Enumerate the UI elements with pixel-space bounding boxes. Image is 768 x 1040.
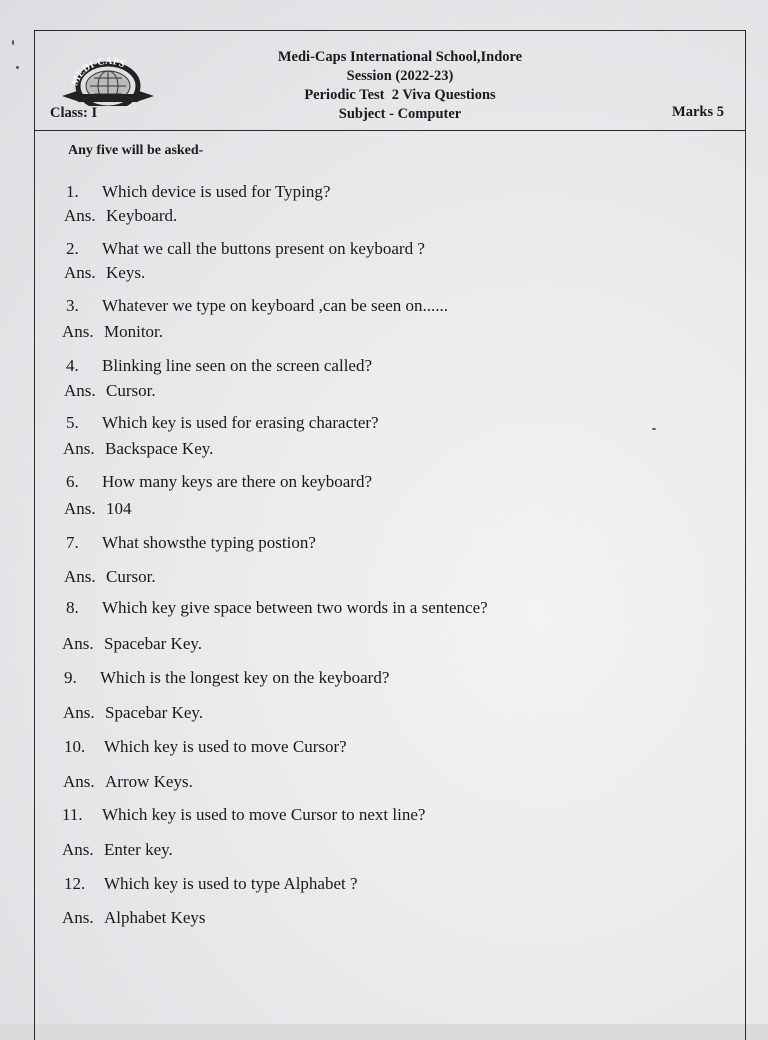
question-item bbox=[66, 296, 448, 316]
answer-label: Ans. bbox=[63, 439, 95, 458]
answer-item bbox=[63, 439, 213, 459]
question-text: Which key give space between two words in a sentence? bbox=[102, 598, 488, 617]
question-item bbox=[66, 182, 330, 202]
scan-speck bbox=[12, 40, 14, 45]
question-number: 7. bbox=[66, 533, 79, 552]
answer-text: Keyboard. bbox=[106, 206, 178, 225]
question-text: Which key is used to move Cursor? bbox=[104, 737, 347, 756]
school-logo-icon bbox=[58, 50, 158, 106]
answer-label: Ans. bbox=[64, 263, 96, 282]
answer-label: Ans. bbox=[64, 567, 96, 586]
question-number: 4. bbox=[66, 356, 79, 375]
answer-item bbox=[64, 263, 145, 283]
class-label: Class: I bbox=[50, 105, 98, 121]
answer-text: Cursor. bbox=[106, 567, 156, 586]
answer-item bbox=[62, 908, 206, 928]
question-number: 9. bbox=[64, 668, 77, 687]
question-text: What we call the buttons present on keyboard ? bbox=[102, 239, 425, 258]
answer-item bbox=[62, 322, 163, 342]
question-text: Which key is used to type Alphabet ? bbox=[104, 874, 358, 893]
question-item bbox=[62, 805, 425, 825]
answer-text: Cursor. bbox=[106, 381, 156, 400]
question-item bbox=[64, 874, 358, 894]
answer-item bbox=[64, 381, 156, 401]
answer-item bbox=[63, 703, 203, 723]
answer-text: 104 bbox=[106, 499, 132, 518]
question-number: 11. bbox=[62, 805, 83, 824]
test-title: Periodic Test 2 Viva Questions bbox=[304, 87, 496, 103]
question-number: 8. bbox=[66, 598, 79, 617]
subject: Subject - Computer bbox=[338, 106, 462, 122]
question-text: What showsthe typing postion? bbox=[102, 533, 316, 552]
question-number: 10. bbox=[64, 737, 86, 756]
question-number: 5. bbox=[66, 413, 79, 432]
question-text: Whatever we type on keyboard ,can be seen on...... bbox=[102, 296, 449, 315]
answer-text: Alphabet Keys bbox=[104, 908, 206, 927]
header-block bbox=[230, 48, 570, 124]
scan-speck bbox=[16, 66, 19, 69]
answer-label: Ans. bbox=[62, 634, 94, 653]
question-item bbox=[66, 356, 372, 376]
question-text: How many keys are there on keyboard? bbox=[102, 472, 373, 491]
question-number: 1. bbox=[66, 182, 79, 201]
header-divider bbox=[34, 130, 746, 131]
answer-text: Spacebar Key. bbox=[105, 703, 204, 722]
answer-label: Ans. bbox=[64, 206, 96, 225]
answer-item bbox=[64, 499, 132, 519]
answer-item bbox=[63, 772, 193, 792]
answer-label: Ans. bbox=[62, 840, 94, 859]
question-number: 12. bbox=[64, 874, 86, 893]
question-item bbox=[66, 533, 316, 553]
question-item bbox=[66, 598, 488, 618]
instruction: Any five will be asked- bbox=[68, 143, 204, 158]
question-number: 3. bbox=[66, 296, 79, 315]
answer-label: Ans. bbox=[63, 703, 95, 722]
question-text: Which is the longest key on the keyboard? bbox=[100, 668, 390, 687]
answer-label: Ans. bbox=[63, 772, 95, 791]
answer-text: Backspace Key. bbox=[105, 439, 214, 458]
answer-text: Keys. bbox=[106, 263, 146, 282]
answer-item bbox=[64, 206, 177, 226]
question-number: 6. bbox=[66, 472, 79, 491]
school-name: Medi-Caps International School,Indore bbox=[277, 49, 523, 65]
marks-label: Marks 5 bbox=[672, 104, 724, 120]
question-item bbox=[66, 413, 379, 433]
question-item bbox=[64, 737, 347, 757]
answer-item bbox=[64, 567, 156, 587]
question-text: Which device is used for Typing? bbox=[102, 182, 331, 201]
session: Session (2022-23) bbox=[346, 68, 454, 84]
answer-text: Spacebar Key. bbox=[104, 634, 203, 653]
answer-label: Ans. bbox=[64, 499, 96, 518]
question-text: Blinking line seen on the screen called? bbox=[102, 356, 373, 375]
answer-text: Arrow Keys. bbox=[105, 772, 193, 791]
answer-label: Ans. bbox=[62, 322, 94, 341]
question-text: Which key is used to move Cursor to next line? bbox=[102, 805, 426, 824]
scan-speck bbox=[652, 428, 656, 430]
question-number: 2. bbox=[66, 239, 79, 258]
question-item bbox=[64, 668, 389, 688]
answer-text: Monitor. bbox=[104, 322, 164, 341]
answer-label: Ans. bbox=[62, 908, 94, 927]
answer-item bbox=[62, 840, 173, 860]
question-item bbox=[66, 239, 425, 259]
answer-label: Ans. bbox=[64, 381, 96, 400]
question-text: Which key is used for erasing character? bbox=[102, 413, 379, 432]
question-item bbox=[66, 472, 372, 492]
answer-item bbox=[62, 634, 202, 654]
logo-text: MEDI-CAPS bbox=[69, 55, 127, 88]
answer-text: Enter key. bbox=[104, 840, 173, 859]
